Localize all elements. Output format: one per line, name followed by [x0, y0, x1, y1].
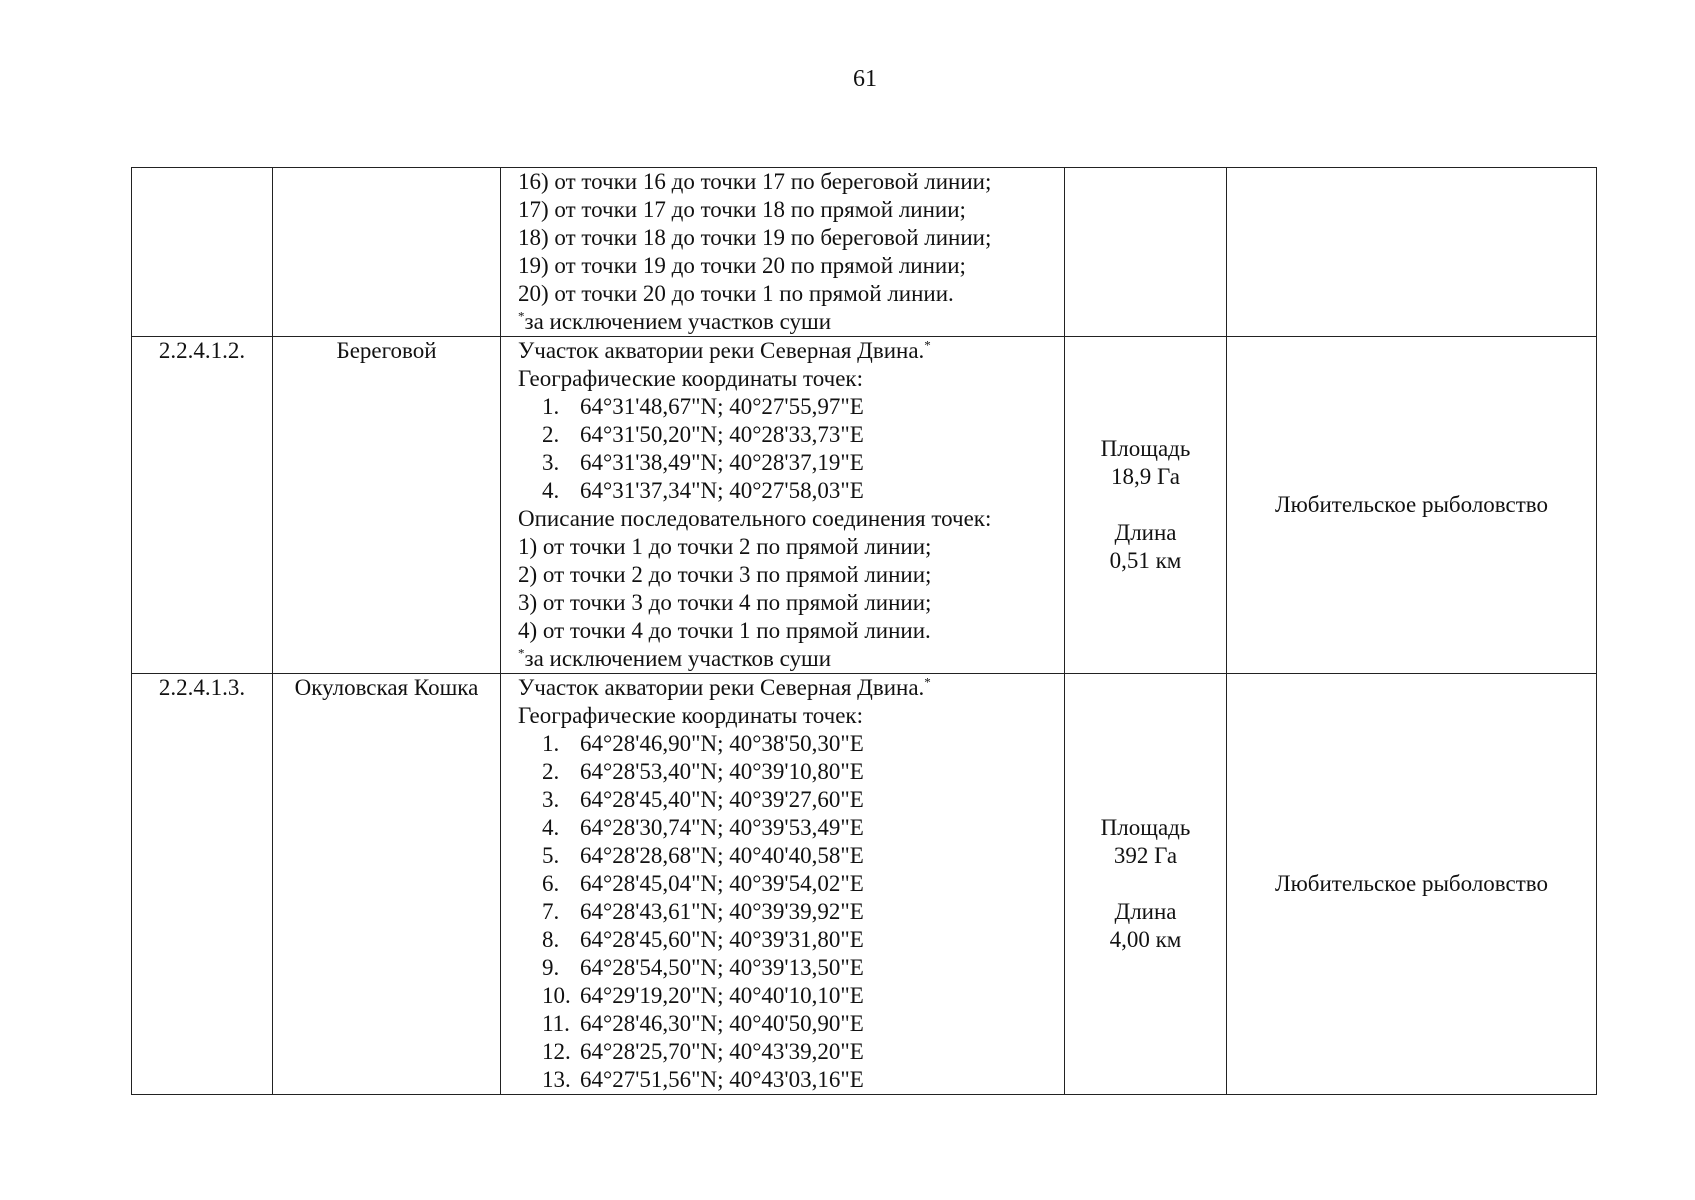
connection-label: Описание последовательного соединения точек:: [518, 506, 992, 531]
footnote-marker: *: [924, 337, 931, 353]
coordinate-point: 5. 64°28'28,68"N; 40°40'40,58"E: [542, 843, 864, 868]
connection-line: 17) от точки 17 до точки 18 по прямой линии;: [518, 197, 966, 222]
connection-line: 1) от точки 1 до точки 2 по прямой линии;: [518, 534, 932, 559]
code-cell: 2.2.4.1.3.: [132, 674, 273, 1095]
area-label: Площадь: [1100, 815, 1191, 840]
coordinate-point: 11. 64°28'46,30"N; 40°40'50,90"E: [542, 1011, 864, 1036]
coordinate-point: 13. 64°27'51,56"N; 40°43'03,16"E: [542, 1067, 864, 1092]
table-row: [132, 674, 1597, 1095]
connection-line: 20) от точки 20 до точки 1 по прямой линии.: [518, 281, 954, 306]
length-label: Длина: [1114, 520, 1177, 545]
connection-line: 19) от точки 19 до точки 20 по прямой линии;: [518, 253, 966, 278]
coordinate-point: 1. 64°31'48,67"N; 40°27'55,97"E: [542, 394, 864, 419]
area-label: Площадь: [1100, 436, 1191, 461]
purpose-cell: Любительское рыболовство: [1227, 337, 1597, 674]
footnote: [518, 645, 1064, 673]
footnote-marker: *: [518, 645, 525, 661]
coordinate-point: 6. 64°28'45,04"N; 40°39'54,02"E: [542, 871, 864, 896]
coordinate-point: 2. 64°28'53,40"N; 40°39'10,80"E: [542, 759, 864, 784]
length-value: 0,51 км: [1109, 548, 1182, 573]
table-row: [132, 168, 1597, 337]
connection-line: 18) от точки 18 до точки 19 по береговой линии;: [518, 225, 992, 250]
coordinate-point: 7. 64°28'43,61"N; 40°39'39,92"E: [542, 899, 864, 924]
coords-label: Географические координаты точек:: [518, 366, 863, 391]
description-cell: [501, 168, 1065, 337]
footnote-marker: *: [924, 674, 931, 690]
area-value: 392 Га: [1113, 843, 1178, 868]
footnote: [518, 308, 1064, 336]
coordinate-point: 1. 64°28'46,90"N; 40°38'50,30"E: [542, 731, 864, 756]
connection-line: 4) от точки 4 до точки 1 по прямой линии.: [518, 618, 931, 643]
area-value: 18,9 Га: [1111, 464, 1180, 489]
coordinate-point: 4. 64°31'37,34"N; 40°27'58,03"E: [542, 478, 864, 503]
area-title: Участок акватории реки Северная Двина.*: [518, 337, 931, 363]
coordinate-point: 4. 64°28'30,74"N; 40°39'53,49"E: [542, 815, 864, 840]
purpose-cell: [1227, 168, 1597, 337]
purpose-cell: Любительское рыболовство: [1227, 674, 1597, 1095]
measure-cell: [1065, 337, 1227, 674]
code-cell: 2.2.4.1.2.: [132, 337, 273, 674]
connection-line: 16) от точки 16 до точки 17 по береговой линии;: [518, 169, 992, 194]
area-title: Участок акватории реки Северная Двина.*: [518, 674, 931, 700]
coordinate-point: 12. 64°28'25,70"N; 40°43'39,20"E: [542, 1039, 864, 1064]
coords-label: Географические координаты точек:: [518, 703, 863, 728]
description-cell: [501, 674, 1065, 1095]
coordinate-point: 8. 64°28'45,60"N; 40°39'31,80"E: [542, 927, 864, 952]
description-cell: [501, 337, 1065, 674]
table-row: [132, 337, 1597, 674]
footnote-marker: *: [518, 308, 525, 324]
coordinate-point: 2. 64°31'50,20"N; 40°28'33,73"E: [542, 422, 864, 447]
coordinate-point: 10. 64°29'19,20"N; 40°40'10,10"E: [542, 983, 864, 1008]
name-cell: Береговой: [273, 337, 501, 674]
name-cell: Окуловская Кошка: [273, 674, 501, 1095]
footnote-text: за исключением участков суши: [524, 309, 832, 334]
page-number: 61: [853, 66, 877, 92]
length-value: 4,00 км: [1109, 927, 1182, 952]
coordinate-point: 9. 64°28'54,50"N; 40°39'13,50"E: [542, 955, 864, 980]
connection-line: 2) от точки 2 до точки 3 по прямой линии;: [518, 562, 932, 587]
measure-cell: [1065, 168, 1227, 337]
code-cell: [132, 168, 273, 337]
water-areas-table: [131, 167, 1597, 1095]
coordinate-point: 3. 64°31'38,49"N; 40°28'37,19"E: [542, 450, 864, 475]
name-cell: [273, 168, 501, 337]
length-label: Длина: [1114, 899, 1177, 924]
coordinate-point: 3. 64°28'45,40"N; 40°39'27,60"E: [542, 787, 864, 812]
connection-line: 3) от точки 3 до точки 4 по прямой линии;: [518, 590, 932, 615]
footnote-text: за исключением участков суши: [524, 646, 832, 671]
measure-cell: [1065, 674, 1227, 1095]
